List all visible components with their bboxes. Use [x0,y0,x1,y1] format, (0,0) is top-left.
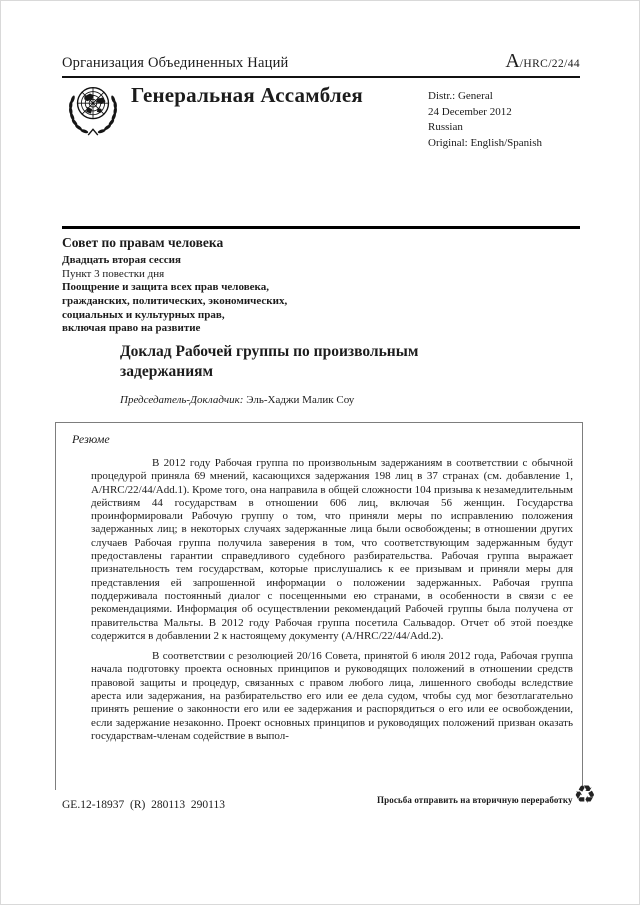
agenda-title-line: включая право на развитие [62,322,201,335]
rapporteur-line [120,394,354,406]
organization-name: Организация Объединенных Наций [62,55,289,71]
document-symbol [505,50,580,73]
agenda-item: Пункт 3 повестки дня [62,267,165,280]
language-line: Russian [428,121,463,134]
summary-paragraph: В 2012 году Рабочая группа по произвольным задержаниям в соответствии с обычной процедурой приняла 69 мнений, касающихся задержания 198 лиц в 37 странах (см. добавление 1, A/HRC/22/44/Add.1). Кроме того, она направила в общей сложности 104 призыва к незамедлительным действиям 44 государствам в отношении 606 лиц, включая 56 женщин. Государства проинформировали Рабочую группу о том, что приняли меры по исправлению положения задержанных лиц; в некоторых случаях задержанные лица были освобождены; в отношении других случаев Рабочая группа получила заверения в том, что соответствующим задержанным будут предоставлены гарантии справедливого судебного разбирательства. Рабочая группа выражает признательность тем государствам, которые прислушались к ее призывам и приняли меры для представления ей запрошенной информации о положении задержанных. Рабочая группа поддерживала постоянный диалог с посещенными ею странами, в особенности в связи с ее рекомендациями. Информация об осуществлении рекомендаций Рабочей группы была получена от правительства Мальты. В 2012 году Рабочая группа посетила Сальвадор. Отчет об этой поездке содержится в добавлении 2 к настоящему документу (A/HRC/22/44/Add.2). [91,457,573,642]
session-number: Двадцать вторая сессия [62,254,181,266]
assembly-title: Генеральная Ассамблея [131,83,363,107]
summary-body [91,457,573,743]
header-top-row [62,50,580,78]
chair-label: Председатель-Докладчик: [120,394,244,406]
section-divider-rule [62,226,580,229]
session-block [62,235,287,336]
council-heading: Совет по правам человека [62,235,224,250]
recycle-icon: ♻ [573,780,596,809]
original-language-line: Original: English/Spanish [428,136,542,149]
summary-heading: Резюме [72,432,110,446]
summary-paragraph: В соответствии с резолюцией 20/16 Совета, принятой 6 июля 2012 года, Рабочая группа начала подготовку проекта основных принципов и руководящих положений в отношении средств правовой защиты и процедур, связанных с правом любого лица, лишенного свободы вследствие ареста или задержания, на разбирательство его или ее дела судом, чтобы суд мог безотлагательно принять решение о законности его или ее задержания и распорядиться о его или ее освобождении, если задержание незаконно. Проект основных принципов и руководящих положений призван оказать государствам-членам содействие в выпол- [91,650,573,742]
date-line: 24 December 2012 [428,105,512,118]
distribution-block [428,89,542,151]
summary-box [55,422,583,790]
recycle-notice [377,782,596,807]
recycle-note-text: Просьба отправить на вторичную переработку [377,795,573,805]
chair-name: Эль-Хаджи Малик Соу [243,394,355,406]
agenda-title-line: гражданских, политических, экономических, [62,294,288,307]
distr-line: Distr.: General [428,90,493,102]
document-reference: GE.12-18937 (R) 280113 290113 [62,799,226,811]
report-title: Доклад Рабочей группы по произвольным задержаниям [120,343,419,380]
document-symbol-rest: /HRC/22/44 [519,58,580,70]
un-emblem-icon [64,78,122,138]
agenda-title-line: социальных и культурных прав, [62,308,225,321]
agenda-title-line: Поощрение и защита всех прав человека, [62,281,269,293]
document-symbol-main: A [505,50,520,72]
